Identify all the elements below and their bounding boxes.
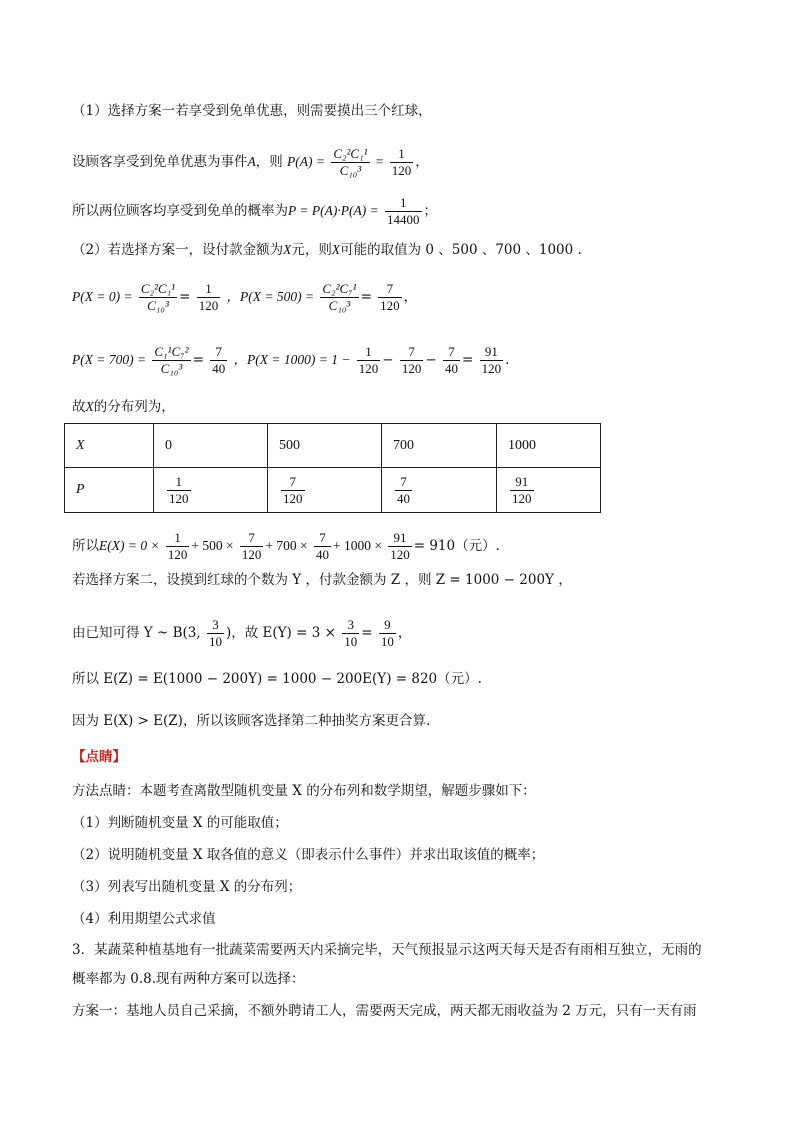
comment-heading: 【点睛】 xyxy=(72,749,126,765)
table-cell: 1000 xyxy=(497,424,601,468)
binomial-line: 由已知可得 Y ~ B(3, $\frac{3}{10}$ )，故 E(Y) = 3 × $\frac{3}{10}$ = $\frac{9}{10}$ ， xyxy=(72,617,412,649)
text: ， xyxy=(415,154,429,170)
text: ，则 xyxy=(255,154,283,170)
fraction: $\frac{1}{14400}$ xyxy=(387,195,420,227)
fraction: $\frac{\text{C₁¹C₇²}}{\text{C₁₀³}}$ xyxy=(154,344,189,376)
fraction: $\frac{1}{120}$ xyxy=(198,281,219,313)
scheme-two-line: 若选择方案二，设摸到红球的个数为 Y ，付款金额为 Z ，则 Z = 1000 − 200Y ， xyxy=(72,572,572,588)
table-cell: $\frac{7}{40}$ xyxy=(382,468,497,513)
text: 设顾客享受到免单优惠为事件 xyxy=(72,154,248,170)
question3-line: 概率都为 0.8.现有两种方案可以选择： xyxy=(72,971,305,987)
table-cell: 700 xyxy=(382,424,497,468)
fraction: $\frac{7}{40}$ xyxy=(212,344,226,376)
formula: P = P(A)·P(A) = xyxy=(288,203,379,218)
expectation-z-line: 所以 E(Z) = E(1000 − 200Y) = 1000 − 200E(Y) = 820（元）. xyxy=(72,671,482,687)
formula: P(A) = xyxy=(287,154,326,169)
fraction: $\frac{1}{120}$ xyxy=(358,344,379,376)
part2-intro: （2）若选择方案一，设付款金额为X元，则X可能的取值为 0 、500 、700 、1000 . xyxy=(72,242,582,258)
table-row xyxy=(65,468,601,513)
distribution-table xyxy=(64,423,601,513)
fraction: $\frac{\text{C₂²C₁¹}}{\text{C₁₀³}}$ xyxy=(140,281,176,313)
question3-line: 方案一：基地人员自己采摘，不额外聘请工人，需要两天完成，两天都无雨收益为 2 万元，只有一天有雨 xyxy=(72,1003,697,1019)
fraction: $\frac{91}{120}$ xyxy=(481,344,502,376)
table-cell: $\frac{1}{120}$ xyxy=(154,468,268,513)
fraction: $\frac{\text{C₂²C₇¹}}{\text{C₁₀³}}$ xyxy=(322,281,357,313)
fraction: $\frac{7}{120}$ xyxy=(401,344,422,376)
comment-step-3: （3）列表写出随机变量 X 的分布列； xyxy=(72,879,302,895)
text: 所以两位顾客均享受到免单的概率为 xyxy=(72,203,288,219)
fraction: $\frac{7}{120}$ xyxy=(380,281,400,313)
comment-line: 方法点睛：本题考查离散型随机变量 X 的分布列和数学期望，解题步骤如下： xyxy=(72,783,536,799)
both-customers-probability-line xyxy=(72,195,437,228)
table-cell: X xyxy=(65,424,154,468)
equals: = xyxy=(375,154,384,169)
distribution-intro: 故X的分布列为， xyxy=(72,399,175,415)
part1-intro: （1）选择方案一若享受到免单优惠，则需要摸出三个红球， xyxy=(72,103,432,119)
table-cell: $\frac{91}{120}$ xyxy=(497,468,601,513)
table-cell: 0 xyxy=(154,424,268,468)
conclusion-line: 因为 E(X) > E(Z)，所以该顾客选择第二种抽奖方案更合算. xyxy=(72,713,431,729)
fraction: $\frac{\text{C₂²C₁¹}}{\text{C₁₀³}}$ xyxy=(333,146,368,178)
event-definition-line xyxy=(72,146,429,179)
comment-step-4: （4）利用期望公式求值 xyxy=(72,911,216,927)
comment-step-2: （2）说明随机变量 X 取各值的意义（即表示什么事件）并求出取该值的概率； xyxy=(72,847,545,863)
comment-step-1: （1）判断随机变量 X 的可能取值； xyxy=(72,815,288,831)
probability-x700-x1000-line: P(X = 700) = $\frac{\text{C₁¹C₇²}}{\text{C₁₀³}}$ = $\frac{7}{40}$ ，P(X = 1000) = 1 − $\frac{1}{120}$ − $\frac{7}{120}$ − $\frac{7}{40}$ = $\frac{91}{120}$ . xyxy=(72,344,510,376)
fraction: $\frac{7}{40}$ xyxy=(444,344,458,376)
expectation-x-line: 所以E(X) = 0 × $\frac{1}{120}$ + 500 × $\frac{7}{120}$ + 700 × $\frac{7}{40}$ + 1000 × $\frac{91}{120}$ = 910（元）. xyxy=(72,530,500,562)
table-cell: $\frac{7}{120}$ xyxy=(268,468,382,513)
probability-x0-x500-line: P(X = 0) = $\frac{\text{C₂²C₁¹}}{\text{C₁₀³}}$ = $\frac{1}{120}$ ，P(X = 500) = $\frac{\text{C₂²C₇¹}}{\text{C₁₀³}}$ = $\frac{7}{120}$ ， xyxy=(72,281,418,313)
table-cell: P xyxy=(65,468,154,513)
math-A: A xyxy=(247,154,256,169)
table-row xyxy=(65,424,601,468)
table-cell: 500 xyxy=(268,424,382,468)
text: ； xyxy=(423,203,437,219)
question3-line: 3．某蔬菜种植基地有一批蔬菜需要两天内采摘完毕，天气预报显示这两天每天是否有雨相互独立，无雨的 xyxy=(72,942,702,958)
fraction: $\frac{1}{120}$ xyxy=(391,146,412,178)
